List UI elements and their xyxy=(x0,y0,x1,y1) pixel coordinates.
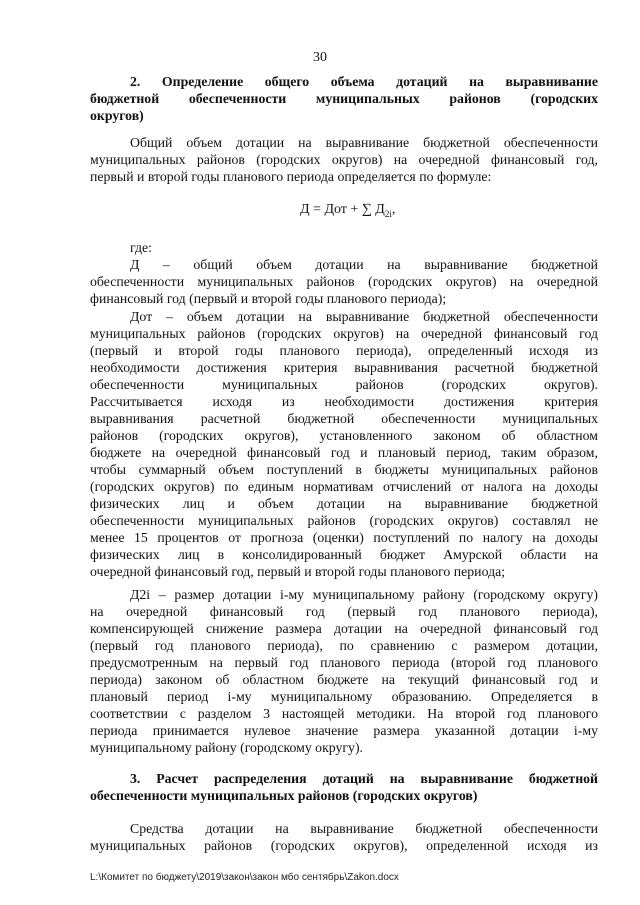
text-line: муниципальных районов (городских округов), определенной исходя из xyxy=(90,838,598,853)
text-line: финансовый год (первый и второй годы планового периода); xyxy=(90,291,447,306)
formula-tail: , xyxy=(391,202,396,217)
text-line: муниципальных районов (городских округов) на очередной финансовый год xyxy=(90,326,598,341)
text-line: обеспеченности муниципальных районов (городских округов) на очередной xyxy=(90,274,598,289)
text-line: первый и второй годы планового периода определяется по формуле: xyxy=(90,169,492,184)
text-line: муниципальному району (городскому округу). xyxy=(90,740,363,755)
text-line: обеспеченности муниципальных районов (городских округов) составлял не xyxy=(90,513,598,528)
text-line: (первый год планового периода), по сравнению с размером дотации, xyxy=(90,638,598,653)
text-line: районов (городских округов), установленного законом об областном xyxy=(90,428,598,443)
text-line: (городских округов) по единым нормативам отчислений от налога на доходы xyxy=(90,479,598,494)
heading-line: округов) xyxy=(90,108,144,123)
formula-subscript: 2i xyxy=(384,208,392,219)
text-line: периода) законом об областном бюджете на текущий финансовый год и xyxy=(90,672,598,687)
where-label-block xyxy=(90,239,598,256)
text-line: необходимости достижения критерия выравнивания расчетной бюджетной xyxy=(90,360,598,375)
text-line: чтобы суммарный объем поступлений в бюджеты муниципальных районов xyxy=(90,462,598,477)
text-line: компенсирующей снижение размера дотации на очередной финансовый год xyxy=(90,621,598,636)
heading-line: обеспеченности муниципальных районов (городских округов) xyxy=(90,788,478,803)
heading-line: 3. Расчет распределения дотаций на выравнивание бюджетной xyxy=(130,771,598,786)
text-line: Д – общий объем дотации на выравнивание бюджетной xyxy=(130,257,598,272)
text-line: муниципальных районов (городских округов) на очередной финансовый год, xyxy=(90,152,598,167)
text-line: бюджете на очередной финансовый год и плановый период, таким образом, xyxy=(90,445,598,460)
footer-file-path: L:\Комитет по бюджету\2019\закон\закон мбо сентябрь\Zakon.docx xyxy=(90,872,399,883)
text-line: предусмотренным на первый год планового периода (второй год планового xyxy=(90,655,598,670)
heading-line: бюджетной обеспеченности муниципальных районов (городских xyxy=(90,91,598,106)
text-line: периода принимается нулевое значение размера указанной дотации i-му xyxy=(90,723,598,738)
text-line: Общий объем дотации на выравнивание бюджетной обеспеченности xyxy=(130,135,598,150)
formula xyxy=(300,202,395,219)
formula-main: Д = Дот + ∑ Д xyxy=(300,202,385,217)
text-line: менее 15 процентов от прогноза (оценки) поступлений по налогу на доходы xyxy=(90,530,598,545)
text-line: Дот – объем дотации на выравнивание бюджетной обеспеченности xyxy=(130,309,598,324)
text-line: Средства дотации на выравнивание бюджетной обеспеченности xyxy=(130,821,598,836)
text-line: соответствии с разделом 3 настоящей методики. На второй год планового xyxy=(90,706,598,721)
definition-dot xyxy=(90,308,598,580)
text-line: на очередной финансовый год (первый год планового периода), xyxy=(90,604,598,619)
text-line: физических лиц и объем дотации на выравнивание бюджетной xyxy=(90,496,598,511)
text-line: (первый и второй годы планового периода), определенный исходя из xyxy=(90,343,598,358)
closing-paragraph xyxy=(90,820,598,854)
intro-paragraph xyxy=(90,134,598,185)
text-line: очередной финансовый год, первый и второй годы планового периода; xyxy=(90,564,506,579)
definition-d xyxy=(90,256,598,307)
definition-d2i xyxy=(90,586,598,756)
where-label: где: xyxy=(130,240,152,255)
text-line: Рассчитывается исходя из необходимости достижения критерия xyxy=(90,394,598,409)
text-line: плановый период i-му муниципальному образованию. Определяется в xyxy=(90,689,598,704)
heading-line: 2. Определение общего объема дотаций на выравнивание xyxy=(130,74,598,89)
text-line: обеспеченности муниципальных районов (городских округов). xyxy=(90,377,598,392)
text-line: выравнивания расчетной бюджетной обеспеченности муниципальных xyxy=(90,411,598,426)
text-line: Д2i – размер дотации i-му муниципальному району (городскому округу) xyxy=(130,587,598,602)
page-number: 30 xyxy=(313,50,327,65)
section-3-heading xyxy=(90,770,598,804)
text-line: физических лиц в консолидированный бюджет Амурской области на xyxy=(90,547,598,562)
section-2-heading xyxy=(90,73,598,124)
